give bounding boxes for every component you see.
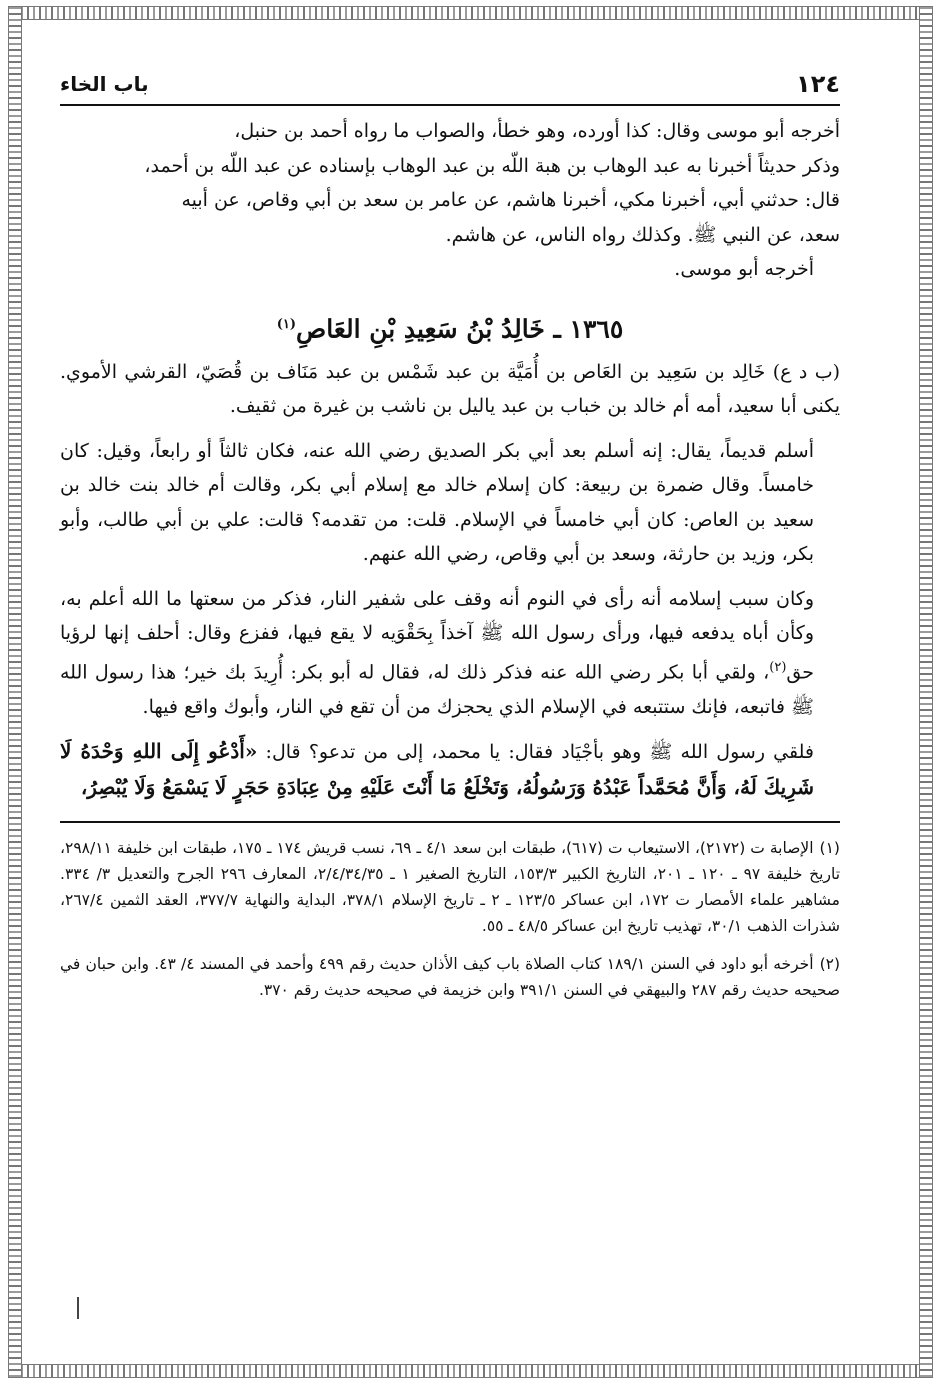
paragraph-5 [60, 582, 840, 724]
chapter-title: باب الخاء [60, 72, 149, 96]
footnote-2-number: (٢) [819, 955, 841, 974]
border-right [919, 6, 933, 1378]
margin-mark [77, 1297, 79, 1319]
footnote-2-text: أخرخه أبو داود في السنن ١٨٩/١ كتاب الصلاة باب كيف الأذان حديث رقم ٤٩٩ وأحمد في المسند ٤/ ٤٣. وابن حبان في صحيحه حديث رقم ٢٨٧ والبيهقي في السنن ٣٩١/١ وابن خزيمة في صحيحه حديث رقم ٣٧٠. [60, 955, 840, 1000]
footnote-1 [60, 835, 840, 939]
book-page [60, 70, 840, 1015]
paragraph-5-part-b: ، ولقي أبا بكر رضي الله عنه فذكر ذلك له، فقال له أبو بكر: أُرِيدَ بك خير؛ هذا رسول الله ﷺ فاتبعه، فإنك ستتبعه في الإسلام الذي يحجزك من أن تقع في النار، وأبوك واقع فيها. [60, 661, 814, 718]
footnote-1-number: (١) [819, 839, 840, 858]
entry-heading [60, 305, 840, 349]
paragraph-5-part-a: وكان سبب إسلامه أنه رأى في النوم أنه وقف على شفير النار، فذكر من سعتها ما الله أعلم به، وكأن أباه يدفعه فيها، ورأى رسول الله ﷺ آخذاً بِحَقْوَيه لا يقع فيها، ففزع وقال: أحلف إنها لرؤيا حق [60, 587, 814, 684]
footnote-ref-1: (١) [276, 316, 297, 332]
paragraph-1-line-1: أخرجه أبو موسى وقال: كذا أورده، وهو خطأ، والصواب ما رواه أحمد بن حنبل، [234, 120, 840, 142]
paragraph-3: (ب د ع) خَالِد بن سَعِيد بن العَاص بن أُمَيَّة بن عبد شَمْس بن عبد مَنَاف بن قُصَيّ، القرشي الأموي. يكنى أبا سعيد، أمه أم خالد بن خباب بن عبد ياليل بن ناشب بن غيرة من ثقيف. [60, 360, 840, 418]
paragraph-4: أسلم قديماً، يقال: إنه أسلم بعد أبي بكر الصديق رضي الله عنه، فكان ثالثاً أو رابعاً، وقيل: كان خامساً. وقال ضمرة بن ربيعة: كان إسلام خالد مع إسلام أبي بكر، وقالت أم خالد بنت خالد بن سعيد بن العاص: كان أبي خامساً في الإسلام. قلت: من تقدمه؟ قالت: علي بن أبي طالب، وأبو بكر، وزيد بن حارثة، وسعد بن أبي وقاص، رضي الله عنهم. [60, 439, 814, 566]
paragraph-1-line-2: وذكر حديثاً أخبرنا به عبد الوهاب بن هبة اللّه بن عبد الوهاب بإسناده عن عبد اللّه بن أحمد، [144, 154, 840, 177]
paragraph-1-line-4: سعد، عن النبي ﷺ. وكذلك رواه الناس، عن هاشم. [445, 223, 840, 246]
paragraph-2: أخرجه أبو موسى. [674, 258, 814, 280]
main-text [60, 114, 840, 805]
entry-heading-text: ١٣٦٥ ـ خَالِدُ بْنُ سَعِيدِ بْنِ العَاصِ [296, 313, 624, 343]
page-header [60, 70, 840, 106]
page-number: ١٢٤ [796, 70, 840, 98]
footnote-separator [60, 821, 840, 823]
footnote-1-text: الإصابة ت (٢١٧٢)، الاستيعاب ت (٦١٧)، طبقات ابن سعد ٤/١ ـ ٦٩، نسب قريش ١٧٤ ـ ١٧٥، طبقات ابن خليفة ٢٩٨/١١، تاريخ خليفة ٩٧ ـ ١٢٠ ـ ٢٠١، التاريخ الكبير ١٥٣/٣، التاريخ الصغير ١ ـ ٢/٤/٣٤/٣٥، المعارف ٢٩٦ الجرح والتعديل ٣/ ٣٣٤. مشاهير علماء الأمصار ت ١٧٢، ابن عساكر ١٢٣/٥ ـ ٢ ـ تاريخ الإسلام ٣٧٨/١، البداية والنهاية ٣٧٧/٧، العقد الثمين ٢٦٧/٤، شذرات الذهب ٣٠/١، تهذيب تاريخ ابن عساكر ٤٨/٥ ـ ٥٥. [60, 839, 841, 936]
paragraph-6 [60, 734, 840, 805]
footnotes [60, 835, 840, 1003]
prophetic-quote: «أَدْعُو إِلَى اللهِ وَحْدَهُ لَا شَرِيكَ لَهُ، وَأَنَّ مُحَمَّداً عَبْدُهُ وَرَسُولُهُ، وَتَخْلَعُ مَا أَنْتَ عَلَيْهِ مِنْ عِبَادَةِ حَجَرٍ لَا يَسْمَعُ وَلَا يُبْصِرُ، [60, 739, 814, 799]
border-bottom [8, 1364, 933, 1378]
footnote-2 [60, 951, 840, 1003]
paragraph-1-line-3: قال: حدثني أبي، أخبرنا مكي، أخبرنا هاشم، عن عامر بن سعد بن أبي وقاص، عن أبيه [181, 189, 840, 211]
paragraph-6-intro: فلقي رسول الله ﷺ وهو بأجْيَاد فقال: يا محمد، إلى من تدعو؟ قال: [257, 741, 814, 764]
border-top [8, 6, 933, 20]
border-left [8, 6, 22, 1378]
footnote-ref-2: (٢) [769, 659, 787, 675]
